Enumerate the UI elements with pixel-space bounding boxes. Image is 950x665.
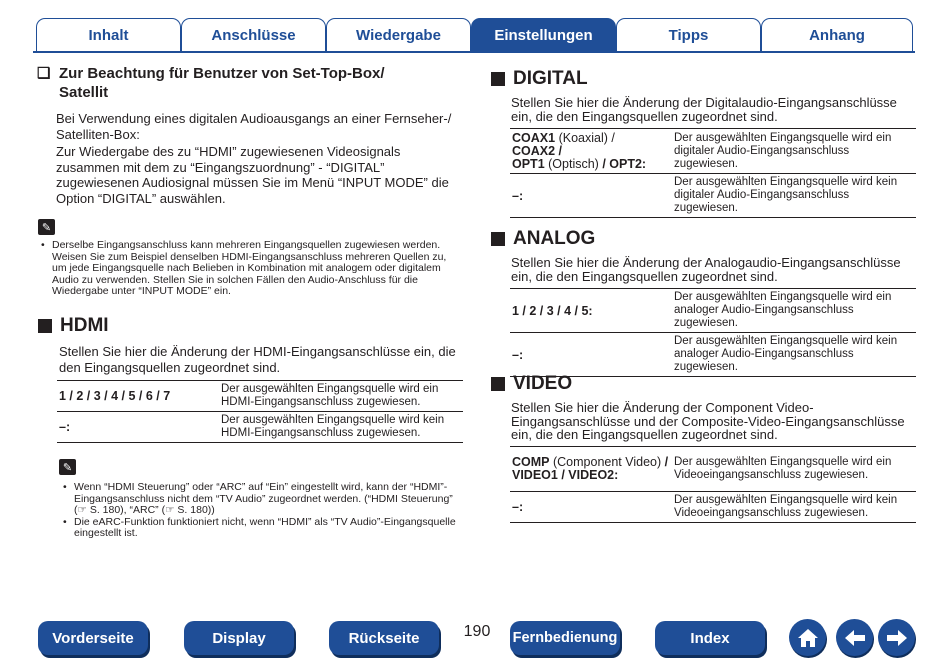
digital-value-1: Der ausgewählten Eingangsquelle wird ein digitaler Audio-Eingangsanschluss zugewiesen. bbox=[672, 129, 916, 174]
note-1 bbox=[38, 240, 463, 298]
hdmi-description: Stellen Sie hier die Änderung der HDMI-Eingangsanschlüsse ein, die den Eingangsquellen zugeordnet sind. bbox=[59, 344, 456, 375]
video-title bbox=[491, 373, 572, 395]
tab-inhalt[interactable]: Inhalt bbox=[36, 18, 181, 51]
analog-value-2: Der ausgewählten Eingangsquelle wird kein analoger Audio-Eingangsanschluss zugewiesen. bbox=[672, 333, 916, 377]
opt1-note: (Optisch) bbox=[548, 156, 599, 171]
video-table bbox=[510, 446, 916, 523]
note-2-item-2: • Die eARC-Funktion funktioniert nicht, wenn “HDMI” als “TV Audio”-Eingangsquelle eingestellt ist. bbox=[74, 517, 465, 540]
tab-wiedergabe[interactable]: Wiedergabe bbox=[326, 18, 471, 51]
coax1-label: COAX1 bbox=[512, 130, 556, 145]
analog-table bbox=[510, 288, 916, 377]
digital-description: Stellen Sie hier die Änderung der Digitalaudio-Eingangsanschlüsse ein, die den Eingangsquellen zugeordnet sind. bbox=[511, 95, 897, 124]
stb-heading bbox=[37, 64, 437, 102]
fernbedienung-button[interactable]: Fernbedienung bbox=[510, 621, 620, 655]
digital-title-text: DIGITAL bbox=[513, 68, 588, 89]
table-row bbox=[510, 492, 916, 523]
digital-value-2: Der ausgewählten Eingangsquelle wird kein digitaler Audio-Eingangsanschluss zugewiesen. bbox=[672, 174, 916, 218]
hdmi-title bbox=[38, 315, 109, 337]
comp-sep: / bbox=[664, 455, 669, 469]
analog-description: Stellen Sie hier die Änderung der Analogaudio-Eingangsanschlüsse ein, die den Eingangsquellen zugeordnet sind. bbox=[511, 255, 901, 284]
table-row bbox=[57, 381, 463, 412]
analog-title-text: ANALOG bbox=[513, 228, 596, 249]
digital-key-1 bbox=[510, 129, 672, 174]
opt2-label: / OPT2: bbox=[602, 156, 647, 171]
table-row bbox=[510, 447, 916, 492]
table-row bbox=[510, 333, 916, 377]
square-bullet-icon bbox=[491, 377, 505, 391]
hdmi-key-1: 1 / 2 / 3 / 4 / 5 / 6 / 7 bbox=[57, 381, 219, 412]
table-row bbox=[510, 289, 916, 333]
tab-anhang[interactable]: Anhang bbox=[761, 18, 913, 51]
square-bullet-icon bbox=[491, 232, 505, 246]
coax2-label: COAX2 / bbox=[512, 143, 563, 158]
comp-note: (Component Video) bbox=[552, 455, 662, 469]
comp-label: COMP bbox=[512, 455, 550, 469]
video12-label: VIDEO1 / VIDEO2: bbox=[512, 468, 619, 482]
video-key-2: –: bbox=[510, 492, 672, 523]
house-icon[interactable] bbox=[789, 619, 826, 656]
stb-paragraph-1: Bei Verwendung eines digitalen Audioausgangs an einer Fernseher-/ Satelliten-Box: bbox=[56, 111, 452, 142]
tab-einstellungen[interactable]: Einstellungen bbox=[471, 18, 616, 51]
arrow-left-icon[interactable] bbox=[836, 619, 873, 656]
note-2 bbox=[60, 482, 465, 540]
tab-underline bbox=[33, 51, 915, 53]
table-row bbox=[57, 412, 463, 443]
note-1-item: • Derselbe Eingangsanschluss kann mehreren Eingangsquellen zugewiesen werden. Weisen Sie zum Beispiel denselben HDMI-Eingangsanschluss mehreren Quellen zu, um jede Eingangsquelle nach Belieben in Kombination mit analogem oder digitalem Audio zu verwenden. Stellen Sie in solchen Fällen den Audio-Anschluss für die Wiedergabe unter “INPUT MODE” ein. bbox=[52, 240, 463, 298]
index-button[interactable]: Index bbox=[655, 621, 765, 655]
digital-key-2: –: bbox=[510, 174, 672, 218]
analog-title bbox=[491, 228, 595, 250]
video-description: Stellen Sie hier die Änderung der Component Video-Eingangsanschlüsse und der Composite-Video-Eingangsanschlüsse ein, die den Eingangsquellen zugeordnet sind. bbox=[511, 400, 905, 442]
vorderseite-button[interactable]: Vorderseite bbox=[38, 621, 148, 655]
video-value-1: Der ausgewählten Eingangsquelle wird ein Videoeingangsanschluss zugewiesen. bbox=[672, 447, 916, 492]
pencil-note-icon: ✎ bbox=[59, 459, 76, 475]
analog-value-1: Der ausgewählten Eingangsquelle wird ein analoger Audio-Eingangsanschluss zugewiesen. bbox=[672, 289, 916, 333]
arrow-right-icon[interactable] bbox=[878, 619, 915, 656]
opt1-label: OPT1 bbox=[512, 156, 545, 171]
pencil-note-icon: ✎ bbox=[38, 219, 55, 235]
hdmi-value-2: Der ausgewählten Eingangsquelle wird kein HDMI-Eingangsanschluss zugewiesen. bbox=[219, 412, 463, 443]
hdmi-key-2: –: bbox=[57, 412, 219, 443]
analog-key-1: 1 / 2 / 3 / 4 / 5: bbox=[510, 289, 672, 333]
tab-tipps[interactable]: Tipps bbox=[616, 18, 761, 51]
coax1-note: (Koaxial) / bbox=[558, 130, 615, 145]
digital-table bbox=[510, 128, 916, 218]
display-button[interactable]: Display bbox=[184, 621, 294, 655]
hdmi-value-1: Der ausgewählten Eingangsquelle wird ein HDMI-Eingangsanschluss zugewiesen. bbox=[219, 381, 463, 412]
video-value-2: Der ausgewählten Eingangsquelle wird kein Videoeingangsanschluss zugewiesen. bbox=[672, 492, 916, 523]
note-2-item-1: • Wenn “HDMI Steuerung” oder “ARC” auf “Ein” eingestellt wird, kann der “HDMI”-Eingangsanschluss nicht dem “TV Audio” zugeordnet werden. (“HDMI Steuerung” (☞ S. 180), “ARC” (☞ S. 180)) bbox=[74, 482, 465, 517]
hdmi-title-text: HDMI bbox=[60, 315, 109, 336]
square-bullet-icon bbox=[38, 319, 52, 333]
rueckseite-button[interactable]: Rückseite bbox=[329, 621, 439, 655]
hdmi-table bbox=[57, 380, 463, 443]
video-key-1 bbox=[510, 447, 672, 492]
square-bullet-icon bbox=[491, 72, 505, 86]
arrow-left-glyph bbox=[843, 628, 867, 648]
tab-anschluesse[interactable]: Anschlüsse bbox=[181, 18, 326, 51]
stb-paragraph-2: Zur Wiedergabe des zu “HDMI” zugewiesenen Videosignals zusammen mit dem zu “Eingangszuordnung” - “DIGITAL” zugewiesenen Audiosignal müssen Sie im Menü “INPUT MODE” die Option “DIGITAL” auswählen. bbox=[56, 144, 449, 206]
house-icon-glyph bbox=[796, 627, 820, 649]
video-title-text: VIDEO bbox=[513, 373, 573, 394]
table-row bbox=[510, 174, 916, 218]
table-row bbox=[510, 129, 916, 174]
digital-title bbox=[491, 68, 588, 90]
page-number: 190 bbox=[463, 623, 491, 640]
checkbox-icon: ❑ bbox=[37, 65, 51, 82]
arrow-right-glyph bbox=[885, 628, 909, 648]
stb-heading-text: Zur Beachtung für Benutzer von Set-Top-Box/ Satellit bbox=[59, 65, 385, 101]
analog-key-2: –: bbox=[510, 333, 672, 377]
